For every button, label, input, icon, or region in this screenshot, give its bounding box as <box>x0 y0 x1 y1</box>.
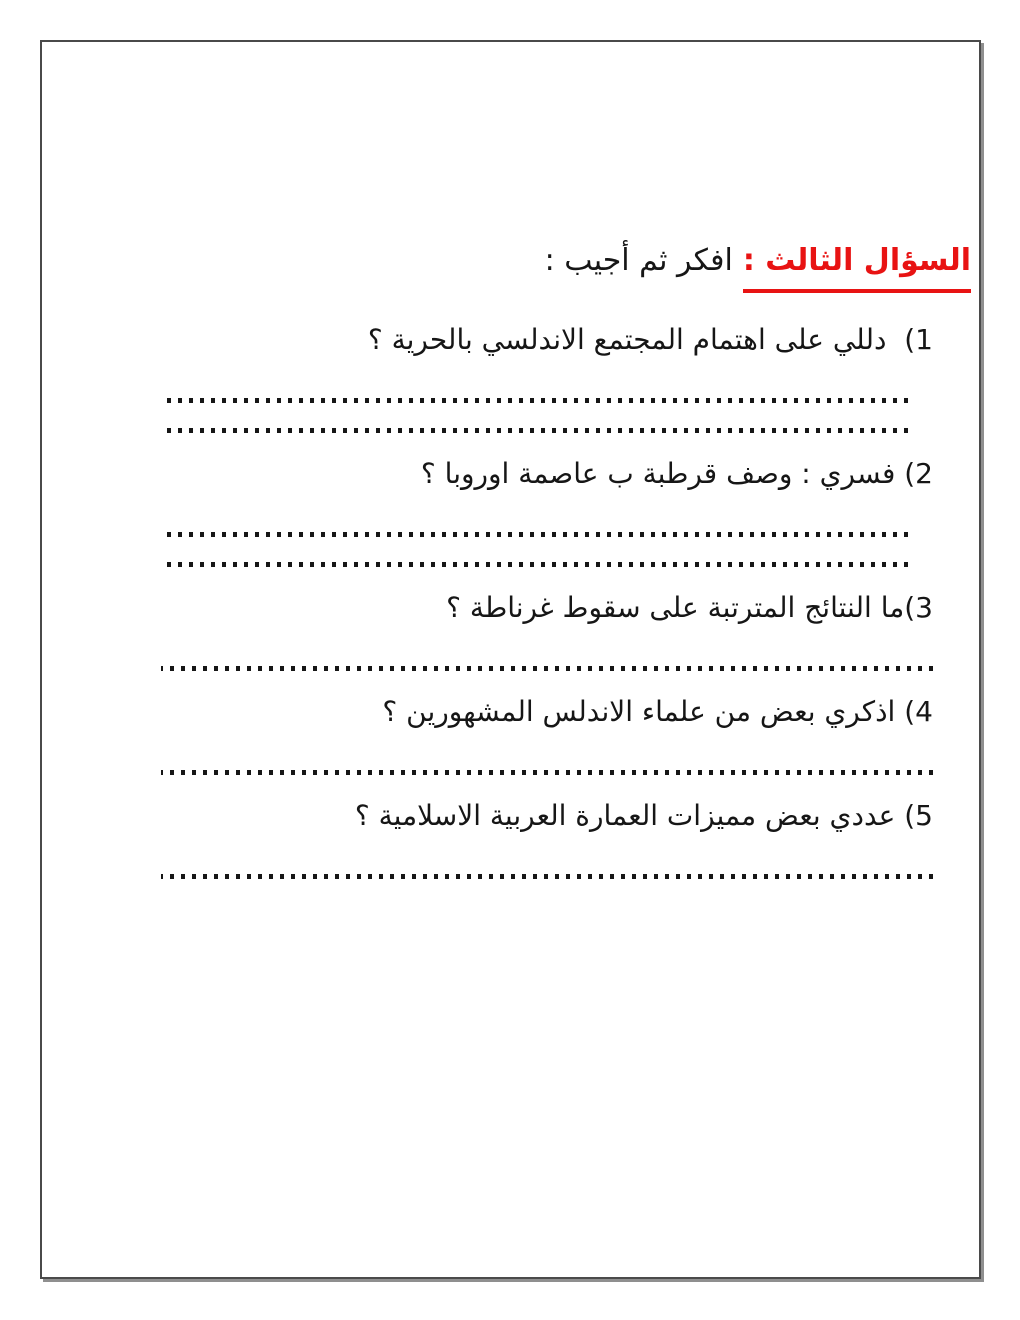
question-text: 5) عددي بعض مميزات العمارة العربية الاسلامية ؟ <box>354 799 933 832</box>
worksheet-content <box>42 42 979 895</box>
answer-line <box>163 562 908 567</box>
answer-line <box>161 874 933 879</box>
page-border-frame <box>40 40 981 1279</box>
section-title: السؤال الثالث : <box>743 236 971 293</box>
answer-line <box>161 666 933 671</box>
answer-line <box>163 532 908 537</box>
question-text: 2) فسري : وصف قرطبة ب عاصمة اوروبا ؟ <box>420 457 933 490</box>
question-text: 3)ما النتائج المترتبة على سقوط غرناطة ؟ <box>446 591 933 624</box>
questions-list <box>82 315 933 895</box>
question-text: 1) دللي على اهتمام المجتمع الاندلسي بالحرية ؟ <box>367 323 933 356</box>
section-instruction: افكر ثم أجيب : <box>544 243 733 278</box>
answer-line <box>161 770 933 775</box>
answer-line <box>163 398 908 403</box>
answer-line <box>163 428 908 433</box>
section-heading <box>82 236 971 293</box>
question-text: 4) اذكري بعض من علماء الاندلس المشهورين ؟ <box>382 695 933 728</box>
